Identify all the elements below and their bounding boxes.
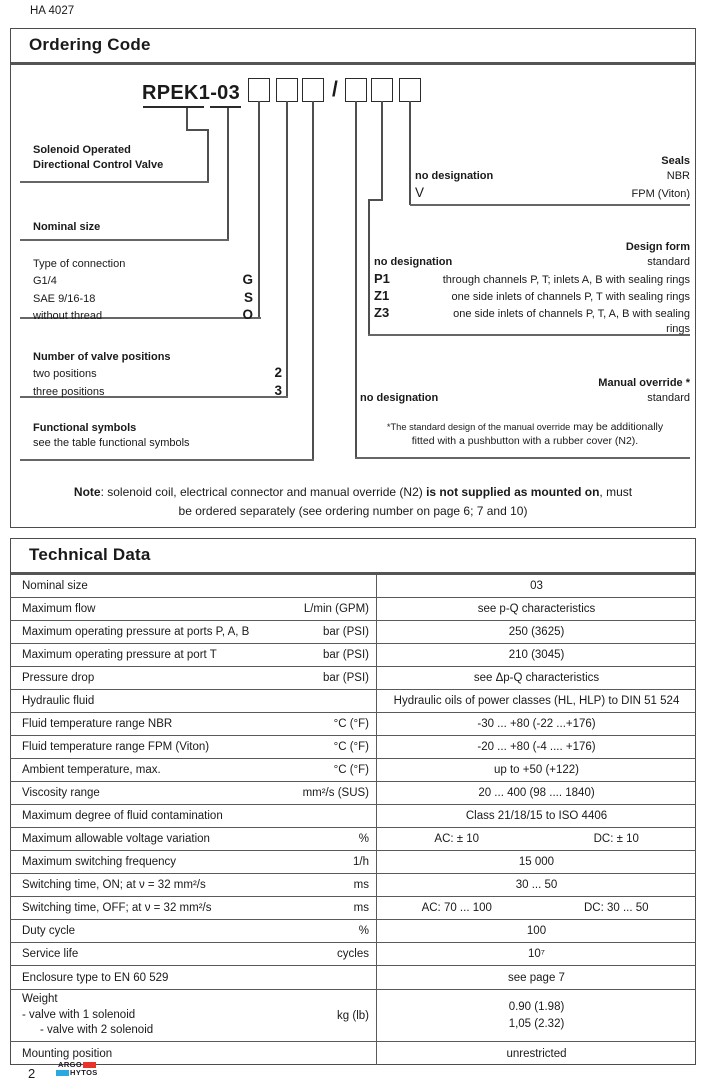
- table-row: [10, 644, 696, 667]
- row-label-cell: [10, 575, 377, 597]
- leader-line: [258, 101, 260, 318]
- option-label: SAE 9/16-18: [33, 292, 96, 305]
- override-footnote: [360, 420, 690, 448]
- logo-cyan-block: [56, 1070, 69, 1076]
- row-value-cell: [377, 920, 696, 942]
- option-value: NBR: [666, 170, 690, 183]
- note-bold: Note: [73, 485, 101, 499]
- row-label-line: - valve with 1 solenoid: [22, 1008, 136, 1021]
- code-box-1: [248, 78, 270, 102]
- row-value-cell: [377, 621, 696, 643]
- row-label-cell: [10, 828, 377, 850]
- row-label: Switching time, OFF; at ν = 32 mm²/s: [22, 902, 212, 914]
- row-unit: %: [358, 833, 369, 845]
- model-underline-2: [210, 106, 241, 108]
- option-label: G1/4: [33, 275, 57, 288]
- row-value-cell: [377, 943, 696, 965]
- row-value: 03: [530, 580, 543, 592]
- leader-line: [312, 101, 314, 460]
- code-box-2: [276, 78, 298, 102]
- section-title-ordering-code: Ordering Code: [29, 35, 151, 54]
- leader-line: [368, 199, 370, 335]
- row-label-cell: [10, 966, 377, 989]
- row-value-cell: [377, 990, 696, 1041]
- group-rule: [355, 457, 690, 459]
- table-row: [10, 690, 696, 713]
- row-value-cell: [377, 805, 696, 827]
- row-value: 20 ... 400 (98 .... 1840): [478, 787, 595, 799]
- option-code: 3: [274, 382, 282, 398]
- row-value: see p-Q characteristics: [477, 603, 596, 615]
- row-unit: bar (PSI): [322, 672, 369, 684]
- table-row: [10, 782, 696, 805]
- group-rule: [20, 459, 314, 461]
- row-label-cell: [10, 851, 377, 873]
- header-divider: [11, 62, 695, 65]
- row-value: see Δp-Q characteristics: [473, 672, 600, 684]
- option-code: S: [243, 289, 253, 305]
- row-unit: cycles: [337, 948, 369, 960]
- row-label-line: - valve with 2 solenoid: [40, 1024, 154, 1037]
- group-rule: [20, 181, 209, 183]
- row-value-cell: [377, 759, 696, 781]
- row-value-cell: [377, 713, 696, 735]
- table-row: [10, 897, 696, 920]
- option-desc-cont: rings: [666, 323, 690, 336]
- row-label-cell: [10, 782, 377, 804]
- row-label: Service life: [22, 948, 79, 960]
- option-label: three positions: [33, 385, 105, 398]
- row-unit: bar (PSI): [322, 626, 369, 638]
- technical-table: [10, 575, 696, 1065]
- row-value: 250 (3625): [508, 626, 565, 638]
- footnote-text: *The standard design of the manual override: [386, 421, 571, 432]
- row-label-cell: [10, 874, 377, 896]
- row-value-cell: [377, 1042, 696, 1065]
- group-label: Functional symbols: [33, 422, 137, 434]
- leader-line: [368, 199, 383, 201]
- row-value: unrestricted: [506, 1047, 567, 1060]
- footnote-text: fitted with a pushbutton with a rubber cover (N2).: [411, 434, 639, 447]
- row-label: Enclosure type to EN 60 529: [22, 971, 169, 984]
- table-row: [10, 759, 696, 782]
- group-sublabel: see the table functional symbols: [33, 437, 190, 450]
- leader-line: [186, 129, 208, 131]
- group-seals: [415, 154, 690, 202]
- doc-code: HA 4027: [30, 5, 75, 17]
- model-underline-1: [143, 106, 204, 108]
- option-code: Z1: [374, 287, 390, 303]
- group-label: Type of connection: [33, 258, 126, 270]
- row-value-dc: DC: 30 ... 50: [583, 902, 649, 914]
- row-label: Maximum operating pressure at ports P, A, B: [22, 626, 250, 638]
- group-design-form: [374, 240, 690, 338]
- row-label-cell: [10, 621, 377, 643]
- table-row: [10, 828, 696, 851]
- row-label-cell: [10, 943, 377, 965]
- table-row: [10, 667, 696, 690]
- note-line-2: be ordered separately (see ordering number on page 6; 7 and 10): [178, 503, 528, 518]
- table-row: [10, 966, 696, 990]
- option-code: O: [242, 306, 253, 322]
- row-unit: °C (°F): [333, 718, 369, 730]
- group-nominal-size: [33, 220, 233, 235]
- option-value: FPM (Viton): [631, 187, 690, 200]
- row-unit: kg (lb): [337, 1009, 369, 1022]
- row-unit: L/min (GPM): [303, 603, 369, 615]
- code-box-4: [345, 78, 367, 102]
- row-value: see page 7: [508, 971, 565, 984]
- row-value-ac: AC: ± 10: [434, 833, 480, 845]
- row-label-line: Weight: [22, 993, 58, 1006]
- row-value-cell: [377, 736, 696, 758]
- row-value-cell: [377, 897, 696, 919]
- row-label-cell: [10, 644, 377, 666]
- group-label: Solenoid Operated: [33, 144, 131, 156]
- logo-text-hytos: HYTOS: [70, 1068, 98, 1077]
- section-title-technical-data: Technical Data: [29, 545, 151, 564]
- row-unit: °C (°F): [333, 741, 369, 753]
- code-box-3: [302, 78, 324, 102]
- option-desc: one side inlets of channels P, T, A, B with sealing: [453, 308, 690, 321]
- option-desc: through channels P, T; inlets A, B with sealing rings: [442, 273, 690, 286]
- group-manual-override: [360, 376, 690, 448]
- row-value-cell: [377, 575, 696, 597]
- argo-hytos-logo: [56, 1061, 98, 1077]
- table-row: [10, 575, 696, 598]
- row-label: Mounting position: [22, 1047, 113, 1060]
- group-label: Number of valve positions: [33, 351, 171, 363]
- table-row: [10, 920, 696, 943]
- row-label: Switching time, ON; at ν = 32 mm²/s: [22, 879, 206, 891]
- row-value: -20 ... +80 (-4 .... +176): [477, 741, 596, 753]
- group-valve-type: [33, 143, 233, 174]
- code-box-5: [371, 78, 393, 102]
- row-label-cell: [10, 897, 377, 919]
- group-rule: [410, 204, 690, 206]
- table-row: [10, 805, 696, 828]
- row-label: Fluid temperature range FPM (Viton): [22, 741, 210, 753]
- row-label-cell: [10, 713, 377, 735]
- note-bold: is not supplied as mounted on: [426, 485, 600, 499]
- option-code: G: [242, 272, 253, 288]
- row-label-cell: [10, 805, 377, 827]
- row-label-cell: [10, 920, 377, 942]
- row-label-cell: [10, 598, 377, 620]
- leader-line: [381, 101, 383, 201]
- row-value-line: 0.90 (1.98): [508, 1000, 565, 1013]
- row-value-cell: [377, 598, 696, 620]
- table-row: [10, 990, 696, 1042]
- row-unit: bar (PSI): [322, 649, 369, 661]
- option-code: Z3: [374, 305, 390, 321]
- row-value-cell: [377, 851, 696, 873]
- leader-line: [355, 101, 357, 458]
- table-row: [10, 874, 696, 897]
- row-label-cell: [10, 667, 377, 689]
- row-value: -30 ... +80 (-22 ...+176): [477, 718, 596, 730]
- table-row: [10, 598, 696, 621]
- code-separator: /: [332, 78, 338, 101]
- logo-text-argo: ARGO: [58, 1060, 83, 1069]
- row-label: Viscosity range: [22, 787, 100, 799]
- row-label: Hydraulic fluid: [22, 695, 95, 707]
- option-label: no designation: [360, 392, 439, 405]
- row-label: Duty cycle: [22, 925, 76, 937]
- row-value-cell: [377, 874, 696, 896]
- option-label: without thread: [33, 309, 103, 322]
- row-label-cell: [10, 990, 377, 1041]
- table-row: [10, 943, 696, 966]
- group-rule: [20, 239, 229, 241]
- model-code: RPEK1-03: [142, 82, 240, 104]
- logo-red-block: [83, 1062, 96, 1068]
- row-value-stack: [509, 999, 565, 1033]
- row-label: Fluid temperature range NBR: [22, 718, 173, 730]
- table-row: [10, 736, 696, 759]
- row-label: Nominal size: [22, 580, 88, 592]
- option-label: no designation: [374, 256, 453, 269]
- group-label: Manual override *: [598, 377, 690, 389]
- option-label: V: [415, 184, 425, 200]
- row-unit: %: [358, 925, 369, 937]
- option-label: no designation: [415, 170, 494, 183]
- leader-line: [286, 101, 288, 397]
- note-text: : solenoid coil, electrical connector and manual override (N2): [100, 485, 427, 499]
- row-value-line: 1,05 (2.32): [508, 1017, 565, 1030]
- table-row: [10, 621, 696, 644]
- row-unit: mm²/s (SUS): [302, 787, 369, 799]
- row-label: Maximum degree of fluid contamination: [22, 810, 223, 822]
- row-value: 15 000: [518, 856, 555, 868]
- row-value-cell: [377, 828, 696, 850]
- row-value: Class 21/18/15 to ISO 4406: [465, 810, 608, 822]
- group-connection: [33, 257, 253, 324]
- group-label: Design form: [625, 241, 690, 253]
- note-line-1: [10, 483, 696, 502]
- row-value-dc: DC: ± 10: [593, 833, 639, 845]
- row-value: 100: [526, 925, 547, 937]
- row-unit: 1/h: [353, 856, 369, 868]
- row-label: Pressure drop: [22, 672, 95, 684]
- table-row: [10, 851, 696, 874]
- group-label: Directional Control Valve: [33, 159, 164, 172]
- row-value-cell: [377, 966, 696, 989]
- table-row: [10, 713, 696, 736]
- option-label: two positions: [33, 368, 97, 381]
- code-box-6: [399, 78, 421, 102]
- leader-line: [186, 108, 188, 130]
- footnote-text: may be additionally: [570, 420, 664, 433]
- option-value: standard: [647, 392, 690, 405]
- leader-line: [409, 101, 411, 205]
- page-number: 2: [28, 1066, 36, 1081]
- note-text: , must: [599, 485, 633, 499]
- row-value-cell: [377, 644, 696, 666]
- row-label-cell: [10, 736, 377, 758]
- ordering-note: [10, 483, 696, 520]
- option-code: P1: [374, 270, 390, 286]
- row-label: Maximum allowable voltage variation: [22, 833, 210, 845]
- row-value-ac: AC: 70 ... 100: [421, 902, 492, 914]
- option-code: 2: [274, 365, 282, 381]
- row-unit: ms: [353, 902, 369, 914]
- row-label-cell: [10, 759, 377, 781]
- row-value-cell: [377, 667, 696, 689]
- row-label: [22, 992, 337, 1039]
- group-positions: [33, 350, 282, 400]
- row-value: up to +50 (+122): [493, 764, 580, 776]
- row-label: Maximum flow: [22, 603, 96, 615]
- row-value: 30 ... 50: [515, 879, 558, 891]
- row-label: Maximum switching frequency: [22, 856, 177, 868]
- row-value: 210 (3045): [508, 649, 565, 661]
- row-value: 10⁷: [528, 948, 545, 960]
- option-desc: one side inlets of channels P, T with sealing rings: [451, 290, 690, 303]
- table-row: [10, 1042, 696, 1065]
- row-value: Hydraulic oils of power classes (HL, HLP) to DIN 51 524: [393, 695, 680, 707]
- row-label: Maximum operating pressure at port T: [22, 649, 217, 661]
- row-label: Ambient temperature, max.: [22, 764, 161, 776]
- group-label: Nominal size: [33, 221, 101, 233]
- row-value-cell: [377, 782, 696, 804]
- row-unit: ms: [353, 879, 369, 891]
- group-symbols: [33, 421, 313, 452]
- row-value-cell: [377, 690, 696, 712]
- group-label: Seals: [661, 155, 690, 167]
- row-label-cell: [10, 690, 377, 712]
- row-unit: °C (°F): [333, 764, 369, 776]
- option-value: standard: [647, 256, 690, 269]
